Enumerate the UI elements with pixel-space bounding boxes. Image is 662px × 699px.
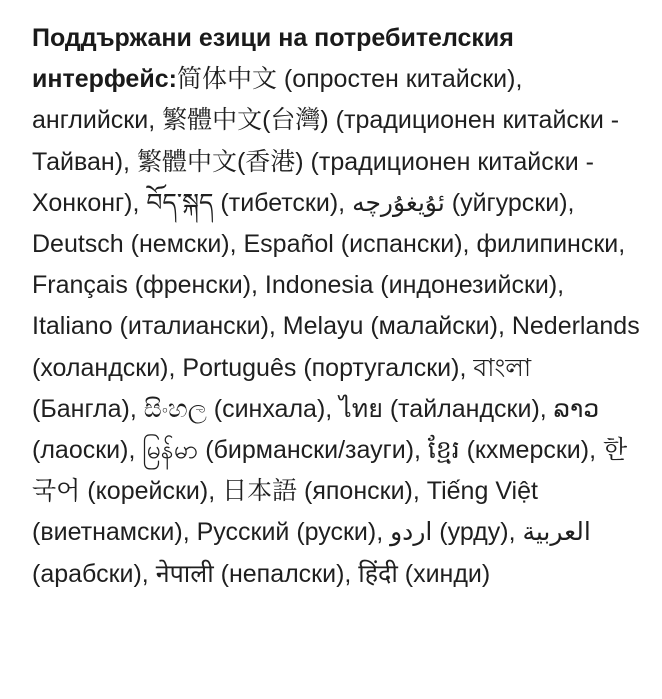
supported-languages-heading: Поддържани езици на потребителския интерфейс: <box>32 24 514 94</box>
supported-languages-paragraph <box>32 18 642 595</box>
supported-languages-list: 简体中文 (опростен китайски), английски, 繁體中文(台灣) (традиционен китайски - Тайван), 繁體中文(香港) (традиционен китайски - Хонконг), བོད་སྐད (тибетски), ئۇيغۇرچە (уйгурски), Deutsch (немски), Español (испански), филипински, Français (френски), Indonesia (индонезийски), Italiano (италиански), Melayu (малайски), Nederlands (холандски), Português (португалски), বাংলা (Бангла), සිංහල (синхала), ไทย (тайландски), ລາວ (лаоски), မြန်မာ (бирмански/зауги), ខ្មែរ (кхмерски), 한국어 (корейски), 日本語 (японски), Tiếng Việt (виетнамски), Русский (руски), اردو (урду), العربية (арабски), नेपाली (непалски), हिंदी (хинди) <box>32 65 640 588</box>
